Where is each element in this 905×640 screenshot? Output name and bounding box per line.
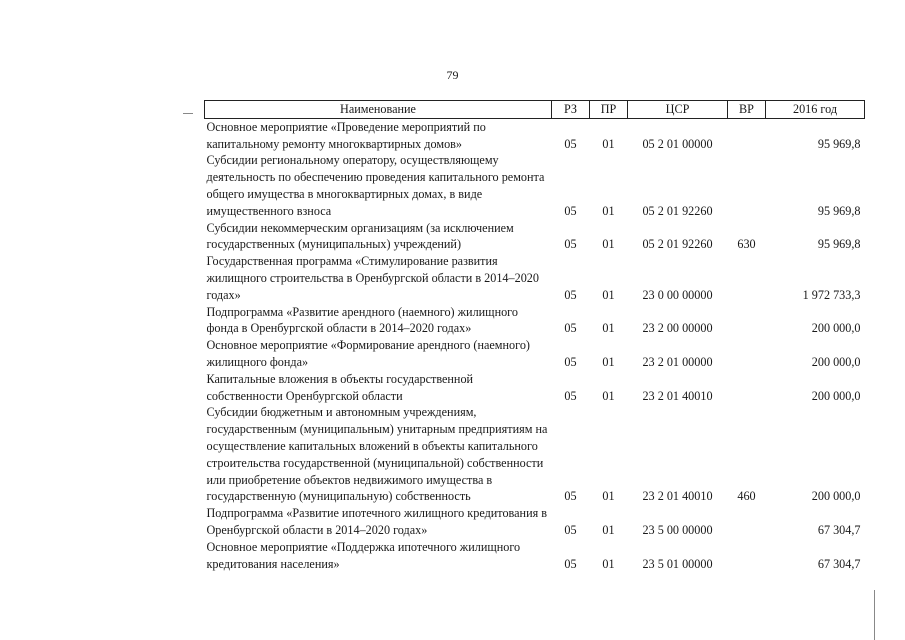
row-vr: [728, 505, 766, 539]
row-pr: 01: [602, 556, 615, 571]
row-vr: [728, 253, 766, 303]
table-row: [205, 304, 865, 338]
header-name: Наименование: [205, 101, 552, 119]
row-rz: 05: [564, 388, 577, 403]
row-amount: 67 304,7: [817, 522, 861, 537]
header-rz: РЗ: [552, 101, 590, 119]
table-row: [205, 371, 865, 405]
row-vr: 630: [737, 237, 756, 252]
row-csr: 05 2 01 00000: [642, 136, 713, 151]
header-pr: ПР: [590, 101, 628, 119]
row-vr: [728, 152, 766, 219]
row-amount: 1 972 733,3: [802, 287, 861, 302]
row-name: Подпрограмма «Развитие ипотечного жилищного кредитования в Оренбургской области в 2014–2020 годах»: [206, 506, 548, 537]
row-csr: 23 2 00 00000: [642, 321, 713, 336]
table-row: [205, 118, 865, 152]
row-vr: 460: [737, 489, 756, 504]
row-pr: 01: [602, 321, 615, 336]
row-amount: 200 000,0: [811, 388, 861, 403]
row-csr: 05 2 01 92260: [642, 237, 713, 252]
row-rz: 05: [564, 287, 577, 302]
row-rz: 05: [564, 136, 577, 151]
row-rz: 05: [564, 556, 577, 571]
row-amount: 95 969,8: [817, 203, 861, 218]
row-rz: 05: [564, 237, 577, 252]
row-csr: 23 2 01 00000: [642, 354, 713, 369]
row-csr: 23 2 01 40010: [642, 489, 713, 504]
margin-tick: [183, 113, 193, 114]
page-number: 79: [446, 68, 459, 82]
row-name: Государственная программа «Стимулирование развития жилищного строительства в Оренбургской области в 2014–2020 годах»: [206, 254, 539, 302]
table-row: [205, 404, 865, 505]
table-body: [205, 118, 865, 572]
row-name: Капитальные вложения в объекты государственной собственности Оренбургской области: [206, 371, 474, 403]
row-name: Субсидии региональному оператору, осуществляющему деятельность по обеспечению проведения капитального ремонта общего имущества в многоквартирных домах, в виде имущественного взноса: [206, 153, 545, 218]
row-pr: 01: [602, 136, 615, 151]
row-amount: 95 969,8: [817, 136, 861, 151]
row-rz: 05: [564, 522, 577, 537]
row-rz: 05: [564, 354, 577, 369]
row-pr: 01: [602, 203, 615, 218]
row-csr: 23 5 01 00000: [642, 556, 713, 571]
row-rz: 05: [564, 489, 577, 504]
budget-table: [204, 100, 865, 572]
row-name: Субсидии бюджетным и автономным учреждениям, государственным (муниципальным) унитарным предприятиям на осуществление капитальных вложений в объекты капитального строительства государственной (муниципальной) собственности или приобретение объектов недвижимого имущества в государственную (муниципальную) собственность: [206, 405, 548, 504]
row-vr: [728, 539, 766, 573]
row-vr: [728, 118, 766, 152]
row-vr: [728, 304, 766, 338]
table-row: [205, 220, 865, 254]
table-row: [205, 253, 865, 303]
scan-margin-line: [874, 590, 875, 640]
table-row: [205, 152, 865, 219]
table-header: [205, 101, 865, 119]
row-csr: 23 5 00 00000: [642, 522, 713, 537]
row-pr: 01: [602, 287, 615, 302]
table-row: [205, 505, 865, 539]
header-csr: ЦСР: [628, 101, 728, 119]
row-rz: 05: [564, 321, 577, 336]
row-pr: 01: [602, 489, 615, 504]
row-name: Основное мероприятие «Формирование арендного (наемного) жилищного фонда»: [206, 338, 530, 369]
header-vr: ВР: [728, 101, 766, 119]
row-csr: 05 2 01 92260: [642, 203, 713, 218]
table-row: [205, 337, 865, 371]
row-amount: 95 969,8: [817, 237, 861, 252]
row-name: Подпрограмма «Развитие арендного (наемного) жилищного фонда в Оренбургской области в 2014–2020 годах»: [206, 304, 518, 336]
row-name: Основное мероприятие «Поддержка ипотечного жилищного кредитования населения»: [206, 539, 521, 571]
table-row: [205, 539, 865, 573]
row-amount: 200 000,0: [811, 354, 861, 369]
row-name: Основное мероприятие «Проведение мероприятий по капитальному ремонту многоквартирных домов»: [206, 119, 486, 151]
row-vr: [728, 371, 766, 405]
row-vr: [728, 337, 766, 371]
row-pr: 01: [602, 522, 615, 537]
row-rz: 05: [564, 203, 577, 218]
row-amount: 67 304,7: [817, 556, 861, 571]
row-csr: 23 2 01 40010: [642, 388, 713, 403]
row-pr: 01: [602, 354, 615, 369]
row-pr: 01: [602, 388, 615, 403]
row-amount: 200 000,0: [811, 489, 861, 504]
row-name: Субсидии некоммерческим организациям (за исключением государственных (муниципальных) учреждений): [206, 220, 514, 252]
row-pr: 01: [602, 237, 615, 252]
row-amount: 200 000,0: [811, 321, 861, 336]
header-year: 2016 год: [766, 101, 865, 119]
row-csr: 23 0 00 00000: [642, 287, 713, 302]
